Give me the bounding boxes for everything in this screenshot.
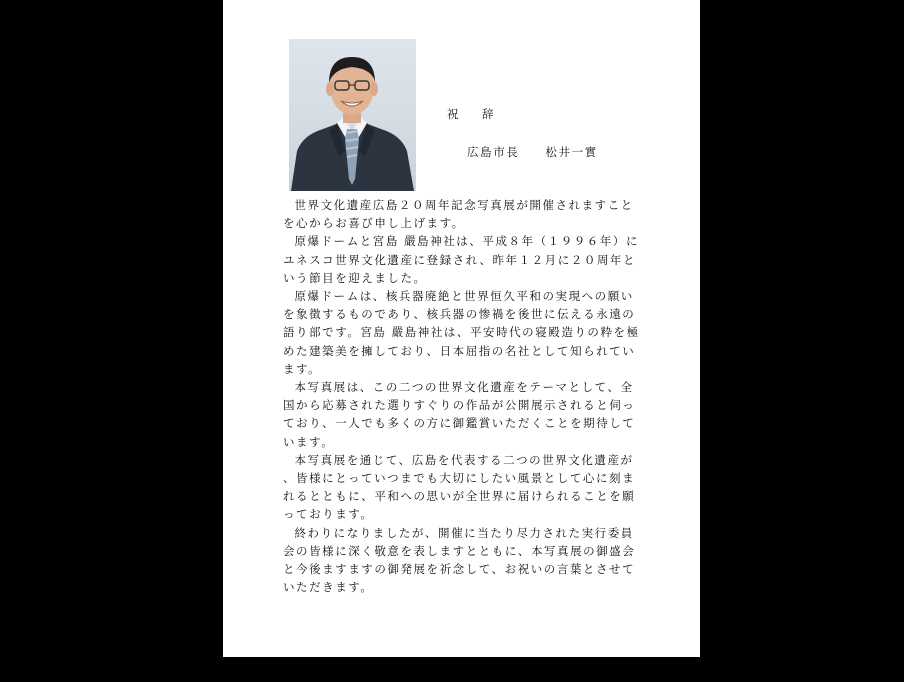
paragraph: 原爆ドームと宮島 嚴島神社は、平成８年（１９９６年）にユネスコ世界文化遺産に登録され、昨年１２月に２０周年という節目を迎えました。 — [283, 234, 640, 285]
paragraph: 世界文化遺産広島２０周年記念写真展が開催されますことを心からお喜び申し上げます。 — [283, 198, 634, 231]
message-body — [283, 196, 645, 596]
paragraph: 本写真展は、この二つの世界文化遺産をテーマとして、全国から応募された選りすぐりの作品が公開展示されると伺っており、一人でも多くの方に御鑑賞いただくことを期待しています。 — [283, 380, 636, 449]
document-heading: 祝 辞 — [447, 107, 500, 121]
author-name: 松井一實 — [545, 145, 598, 159]
paragraph: 終わりになりましたが、開催に当たり尽力された実行委員会の皆様に深く敬意を表しますとともに、本写真展の御盛会と今後ますますの御発展を祈念して、お祝いの言葉とさせていただきます。 — [283, 525, 636, 595]
author-title: 広島市長 — [467, 145, 520, 159]
paragraph: 本写真展を通じて、広島を代表する二つの世界文化遺産が、皆様にとっていつまでも大切にしたい風景として心に刻まれるとともに、平和への思いが全世界に届けられることを願っております。 — [283, 452, 636, 522]
document-page — [223, 0, 700, 657]
author-byline — [467, 144, 598, 160]
mayor-portrait-photo — [289, 39, 416, 191]
paragraph: 原爆ドームは、核兵器廃絶と世界恒久平和の実現への願いを象徴するものであり、核兵器の惨禍を後世に伝える永遠の語り部です。宮島 嚴島神社は、平安時代の寝殿造りの粋を極めた建築美を擁しており、日本屈指の名社として知られています。 — [283, 289, 640, 376]
